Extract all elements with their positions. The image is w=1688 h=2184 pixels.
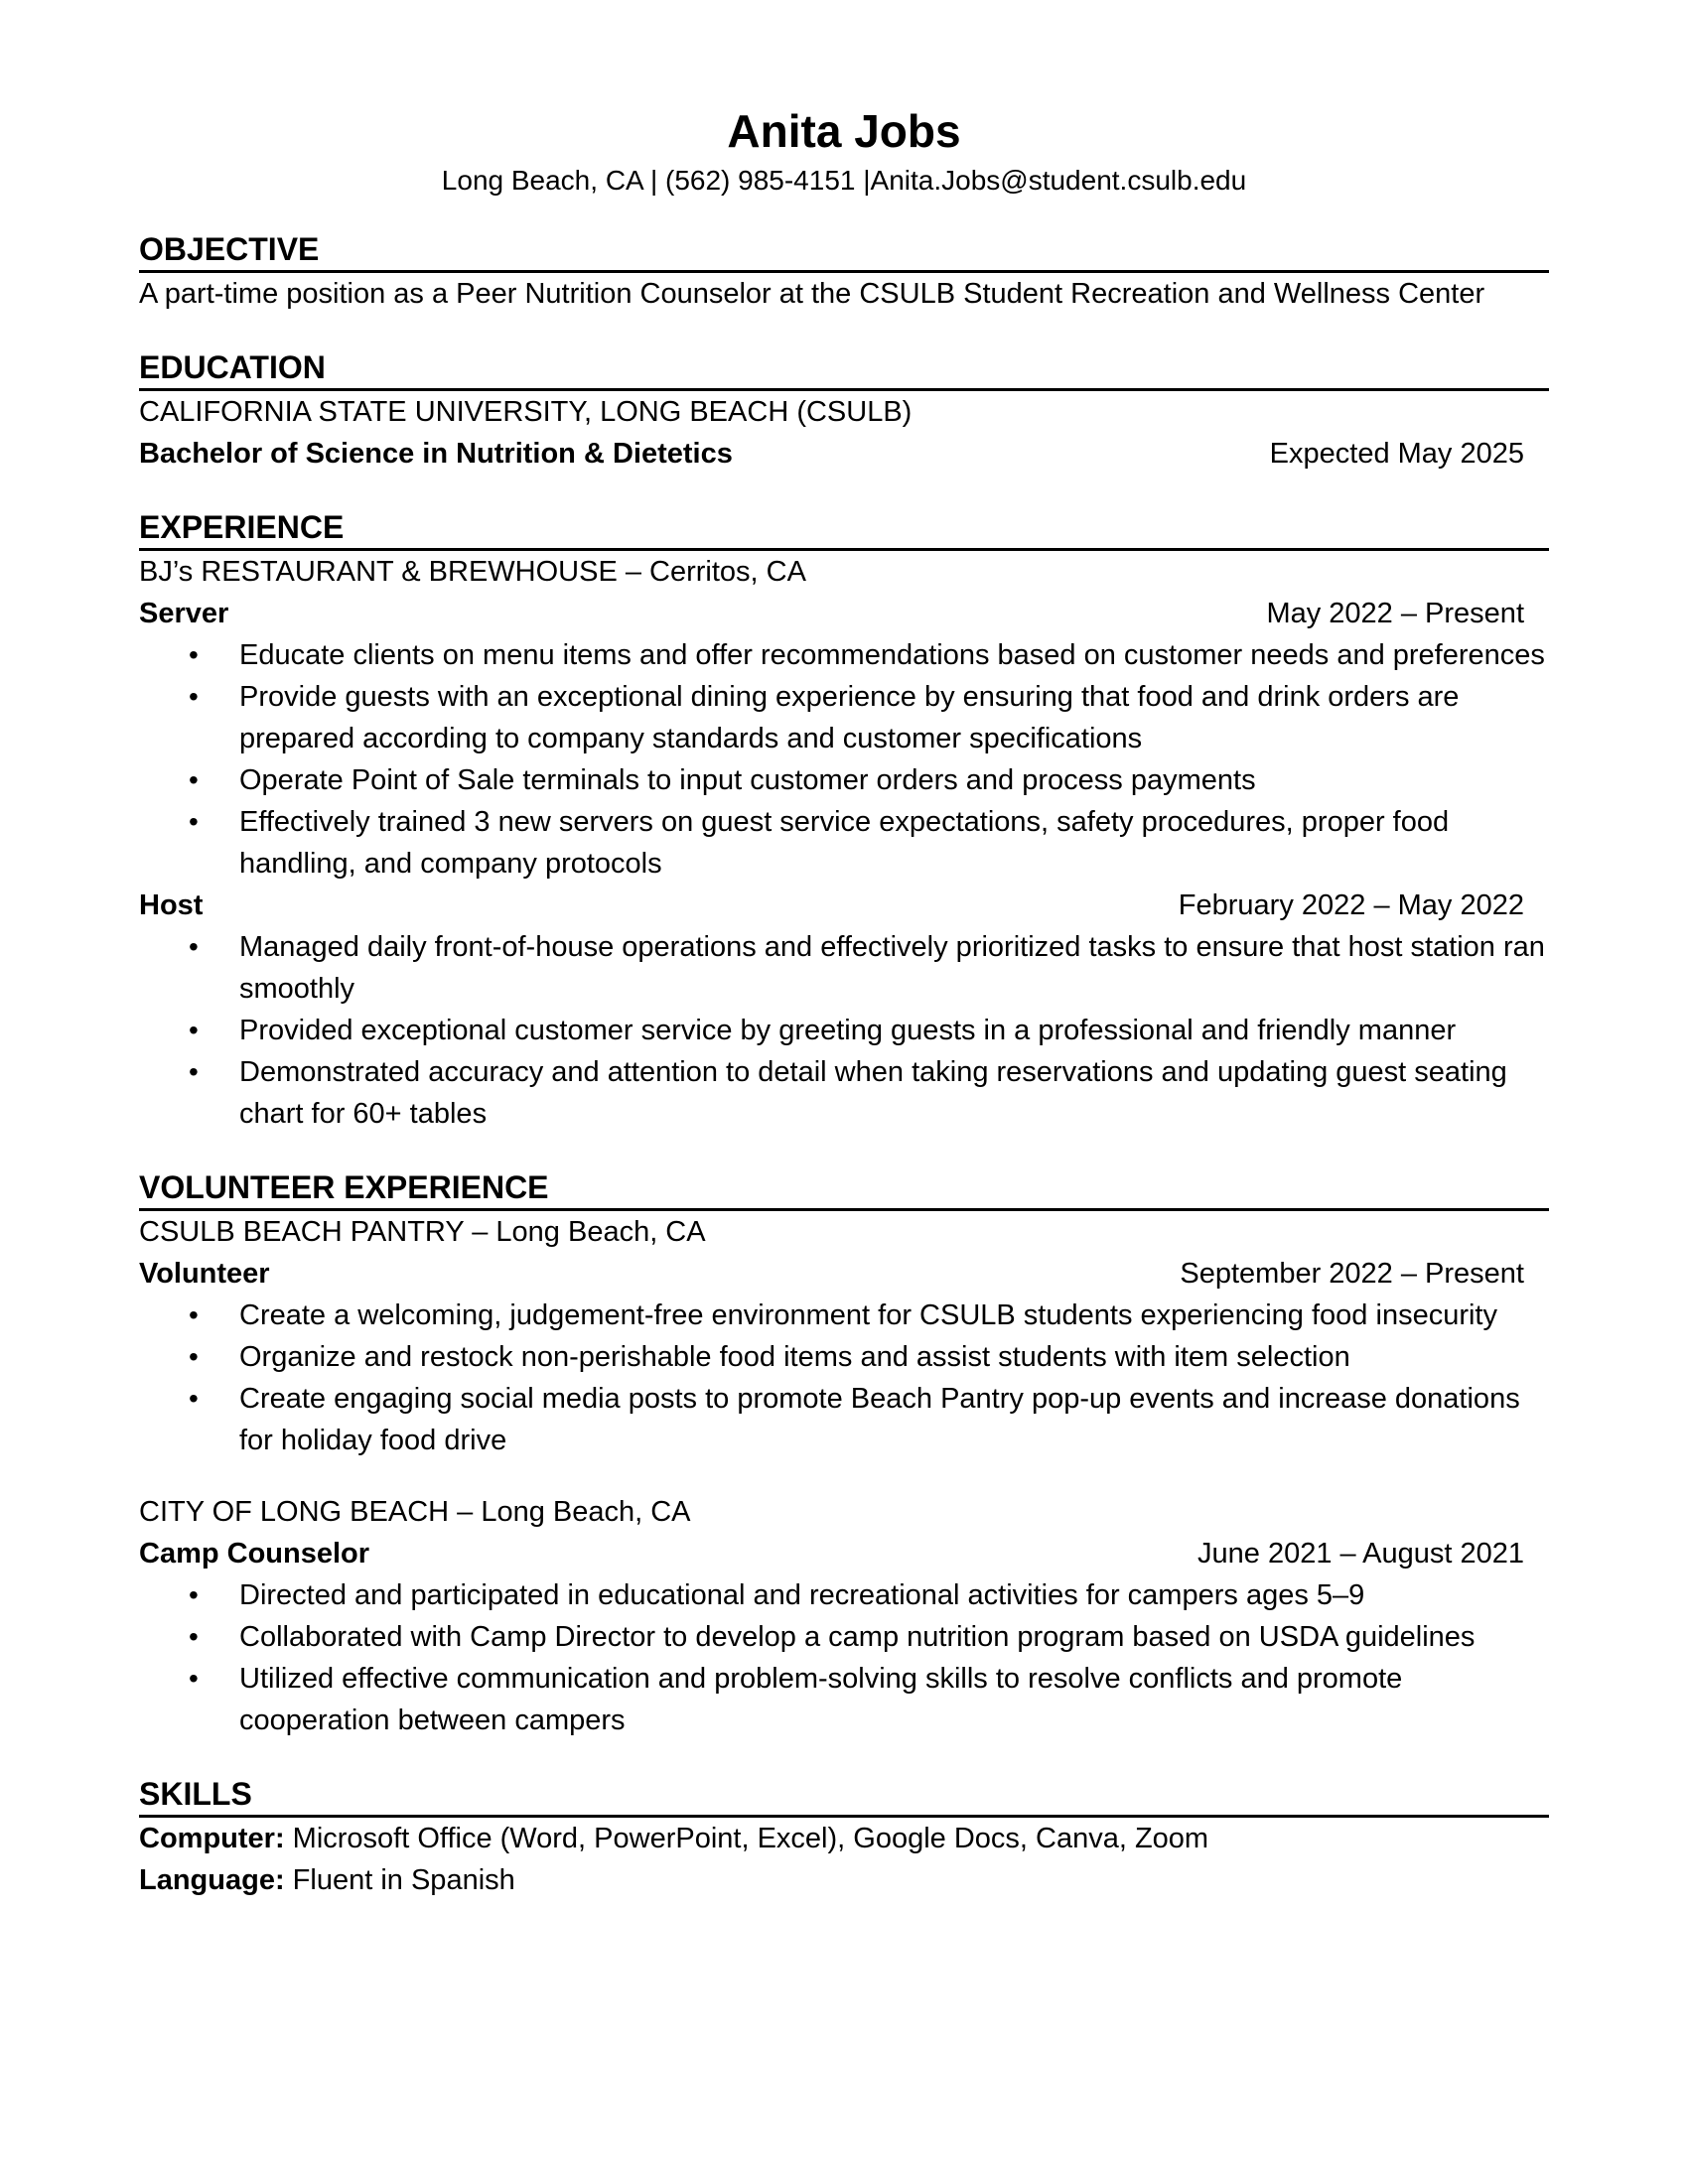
resume-page bbox=[139, 0, 1549, 1901]
role-title: Volunteer bbox=[139, 1258, 270, 1290]
role-title: Host bbox=[139, 889, 204, 921]
bullet-item: • Demonstrated accuracy and attention to detail when taking reservations and updating guest seating chart for 60+ tables bbox=[139, 1051, 1549, 1135]
education-degree-row bbox=[139, 433, 1549, 475]
education-heading: EDUCATION bbox=[139, 348, 1549, 391]
volunteer-role-row bbox=[139, 1253, 1549, 1295]
bullet-item: • Utilized effective communication and problem-solving skills to resolve conflicts and promote cooperation between campers bbox=[139, 1658, 1549, 1741]
skills-language-label: Language: bbox=[139, 1864, 285, 1896]
experience-heading: EXPERIENCE bbox=[139, 508, 1549, 551]
role-title: Server bbox=[139, 598, 229, 629]
skills-computer bbox=[139, 1818, 1549, 1859]
skills-language bbox=[139, 1859, 1549, 1901]
role-date: February 2022 – May 2022 bbox=[1178, 889, 1524, 921]
bullet-item: • Educate clients on menu items and offer recommendations based on customer needs and preferences bbox=[139, 634, 1549, 676]
bullet-item: • Managed daily front-of-house operations and effectively prioritized tasks to ensure that host station ran smoothly bbox=[139, 926, 1549, 1010]
candidate-name: Anita Jobs bbox=[727, 105, 961, 157]
education-degree: Bachelor of Science in Nutrition & Dietetics bbox=[139, 438, 733, 470]
volunteer-org: CSULB BEACH PANTRY – Long Beach, CA bbox=[139, 1216, 706, 1248]
volunteer-org: CITY OF LONG BEACH – Long Beach, CA bbox=[139, 1496, 691, 1528]
role-bullets-server bbox=[139, 634, 1549, 885]
skills-language-value: Fluent in Spanish bbox=[284, 1864, 515, 1896]
contact-line: Long Beach, CA | (562) 985-4151 |Anita.Jobs@student.csulb.edu bbox=[441, 165, 1247, 196]
objective-text: A part-time position as a Peer Nutrition Counselor at the CSULB Student Recreation and Wellness Center bbox=[139, 278, 1485, 310]
objective-heading: OBJECTIVE bbox=[139, 230, 1549, 273]
role-date: May 2022 – Present bbox=[1266, 598, 1524, 629]
bullet-item: • Provide guests with an exceptional dining experience by ensuring that food and drink orders are prepared according to company standards and customer specifications bbox=[139, 676, 1549, 759]
bullet-item: • Directed and participated in educational and recreational activities for campers ages 5–9 bbox=[139, 1574, 1549, 1616]
bullet-item: • Organize and restock non-perishable food items and assist students with item selection bbox=[139, 1336, 1549, 1378]
volunteer-bullets-camp bbox=[139, 1574, 1549, 1741]
volunteer-role-row bbox=[139, 1533, 1549, 1574]
role-date: June 2021 – August 2021 bbox=[1197, 1538, 1524, 1570]
role-row-host bbox=[139, 885, 1549, 926]
bullet-item: • Create a welcoming, judgement-free environment for CSULB students experiencing food insecurity bbox=[139, 1295, 1549, 1336]
role-row-server bbox=[139, 593, 1549, 634]
education-school: CALIFORNIA STATE UNIVERSITY, LONG BEACH (CSULB) bbox=[139, 396, 913, 428]
role-title: Camp Counselor bbox=[139, 1538, 370, 1570]
role-date: September 2022 – Present bbox=[1180, 1258, 1524, 1290]
experience-employer: BJ’s RESTAURANT & BREWHOUSE – Cerritos, CA bbox=[139, 556, 806, 588]
bullet-item: • Create engaging social media posts to promote Beach Pantry pop-up events and increase donations for holiday food drive bbox=[139, 1378, 1549, 1461]
skills-computer-label: Computer: bbox=[139, 1823, 285, 1854]
education-date: Expected May 2025 bbox=[1269, 438, 1524, 470]
role-bullets-host bbox=[139, 926, 1549, 1135]
bullet-item: • Provided exceptional customer service by greeting guests in a professional and friendly manner bbox=[139, 1010, 1549, 1051]
bullet-item: • Collaborated with Camp Director to develop a camp nutrition program based on USDA guidelines bbox=[139, 1616, 1549, 1658]
skills-computer-value: Microsoft Office (Word, PowerPoint, Excel), Google Docs, Canva, Zoom bbox=[284, 1823, 1209, 1854]
skills-heading: SKILLS bbox=[139, 1775, 1549, 1818]
volunteer-heading: VOLUNTEER EXPERIENCE bbox=[139, 1168, 1549, 1211]
bullet-item: • Effectively trained 3 new servers on guest service expectations, safety procedures, proper food handling, and company protocols bbox=[139, 801, 1549, 885]
bullet-item: • Operate Point of Sale terminals to input customer orders and process payments bbox=[139, 759, 1549, 801]
volunteer-bullets-pantry bbox=[139, 1295, 1549, 1461]
